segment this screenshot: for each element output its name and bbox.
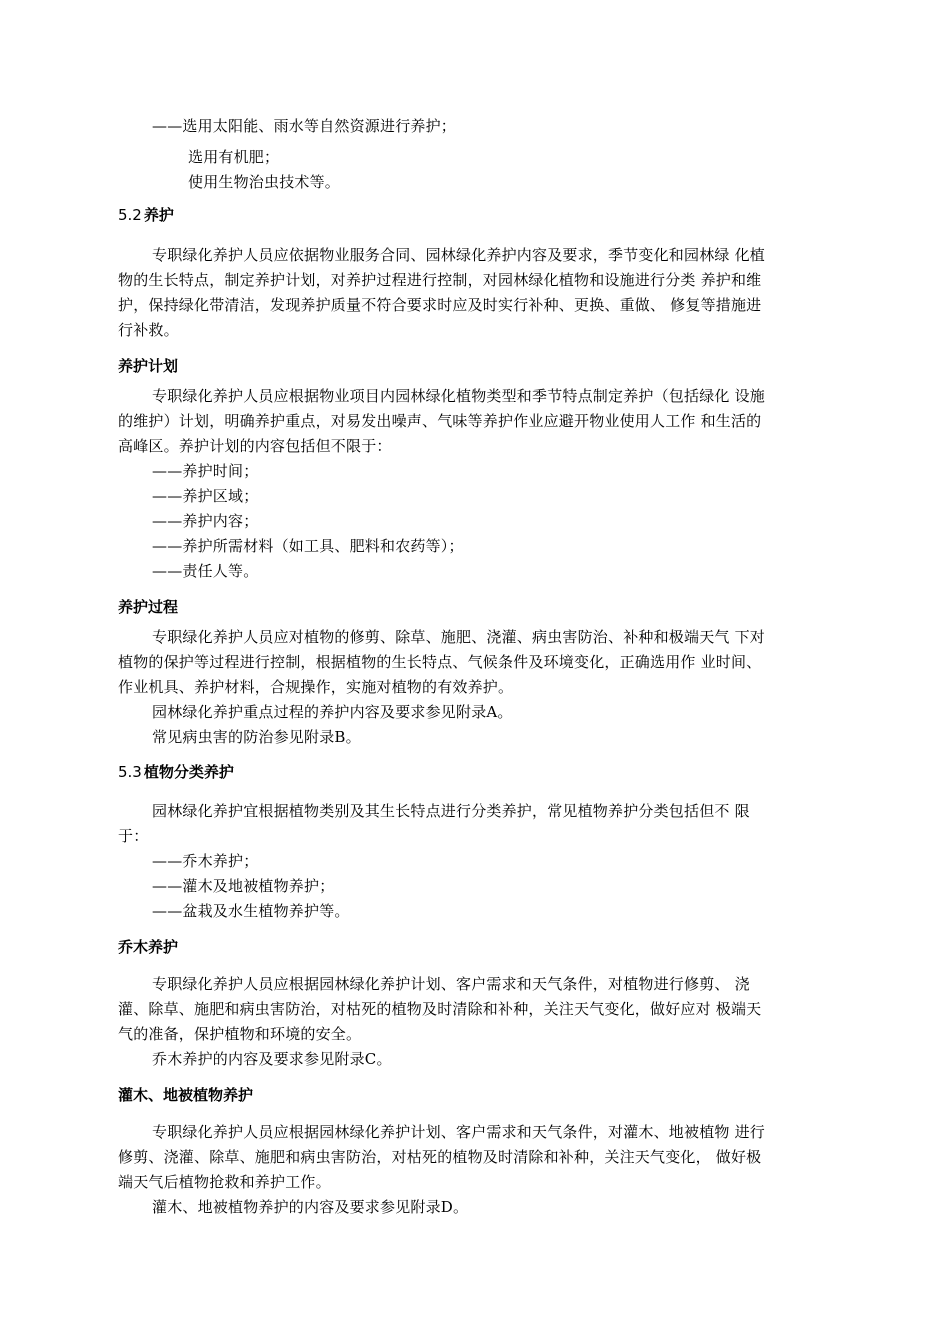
section-title: 养护: [143, 206, 174, 224]
paragraph-line: 园林绿化养护重点过程的养护内容及要求参见附录A。: [152, 703, 513, 721]
subsection-heading-tree: 乔木养护: [118, 938, 179, 956]
paragraph-line: 专职绿化养护人员应根据物业项目内园林绿化植物类型和季节特点制定养护（包括绿化 设施: [152, 387, 765, 405]
paragraph-line: 物的生长特点，制定养护计划，对养护过程进行控制，对园林绿化植物和设施进行分类 养护和维: [118, 271, 762, 289]
list-item: ——养护时间；: [152, 462, 259, 480]
paragraph-line: 专职绿化养护人员应对植物的修剪、除草、施肥、浇灌、病虫害防治、补种和极端天气 下对: [152, 628, 765, 646]
paragraph-line: 常见病虫害的防治参见附录B。: [152, 728, 361, 746]
paragraph-line: 修剪、浇灌、除草、施肥和病虫害防治，对枯死的植物及时清除和补种，关注天气变化， 做好极: [118, 1148, 762, 1166]
list-item: ——养护内容；: [152, 512, 259, 530]
section-heading-5-3: [118, 762, 234, 782]
subsection-heading-plan: 养护计划: [118, 357, 179, 375]
paragraph-line: 乔木养护的内容及要求参见附录C。: [152, 1050, 392, 1068]
paragraph-line: 专职绿化养护人员应依据物业服务合同、园林绿化养护内容及要求，季节变化和园林绿 化植: [152, 246, 765, 264]
list-item: ——乔木养护；: [152, 852, 259, 870]
list-item: ——责任人等。: [152, 562, 259, 580]
paragraph-line: 植物的保护等过程进行控制，根据植物的生长特点、气候条件及环境变化，正确选用作 业时间、: [118, 653, 762, 671]
paragraph-line: 灌、除草、施肥和病虫害防治，对枯死的植物及时清除和补种，关注天气变化，做好应对 极端天: [118, 1000, 762, 1018]
paragraph-line: 于：: [118, 827, 149, 845]
section-number: 5.3: [118, 763, 142, 781]
paragraph-line: 专职绿化养护人员应根据园林绿化养护计划、客户需求和天气条件，对植物进行修剪、 浇: [152, 975, 750, 993]
paragraph-line: 专职绿化养护人员应根据园林绿化养护计划、客户需求和天气条件，对灌木、地被植物 进行: [152, 1123, 765, 1141]
list-item: ——选用太阳能、雨水等自然资源进行养护；: [152, 117, 457, 135]
subsection-heading-shrub: 灌木、地被植物养护: [118, 1086, 254, 1104]
list-item: 使用生物治虫技术等。: [188, 173, 341, 191]
paragraph-line: 护，保持绿化带清洁，发现养护质量不符合要求时应及时实行补种、更换、重做、 修复等措施进: [118, 296, 762, 314]
section-title: 植物分类养护: [143, 763, 234, 781]
paragraph-line: 行补救。: [118, 321, 179, 339]
paragraph-line: 灌木、地被植物养护的内容及要求参见附录D。: [152, 1198, 469, 1216]
paragraph-line: 端天气后植物抢救和养护工作。: [118, 1173, 331, 1191]
list-item: ——养护所需材料（如工具、肥料和农药等）；: [152, 537, 464, 555]
list-item: ——盆栽及水生植物养护等。: [152, 902, 350, 920]
paragraph-line: 的维护）计划，明确养护重点，对易发出噪声、气味等养护作业应避开物业使用人工作 和生活的: [118, 412, 762, 430]
subsection-heading-process: 养护过程: [118, 598, 179, 616]
paragraph-line: 高峰区。养护计划的内容包括但不限于：: [118, 437, 392, 455]
section-heading-5-2: [118, 205, 174, 225]
list-item: 选用有机肥；: [188, 148, 280, 166]
list-item: ——养护区域；: [152, 487, 259, 505]
list-item: ——灌木及地被植物养护；: [152, 877, 335, 895]
paragraph-line: 园林绿化养护宜根据植物类别及其生长特点进行分类养护，常见植物养护分类包括但不 限: [152, 802, 750, 820]
section-number: 5.2: [118, 206, 142, 224]
paragraph-line: 作业机具、养护材料，合规操作，实施对植物的有效养护。: [118, 678, 514, 696]
paragraph-line: 气的准备，保护植物和环境的安全。: [118, 1025, 362, 1043]
